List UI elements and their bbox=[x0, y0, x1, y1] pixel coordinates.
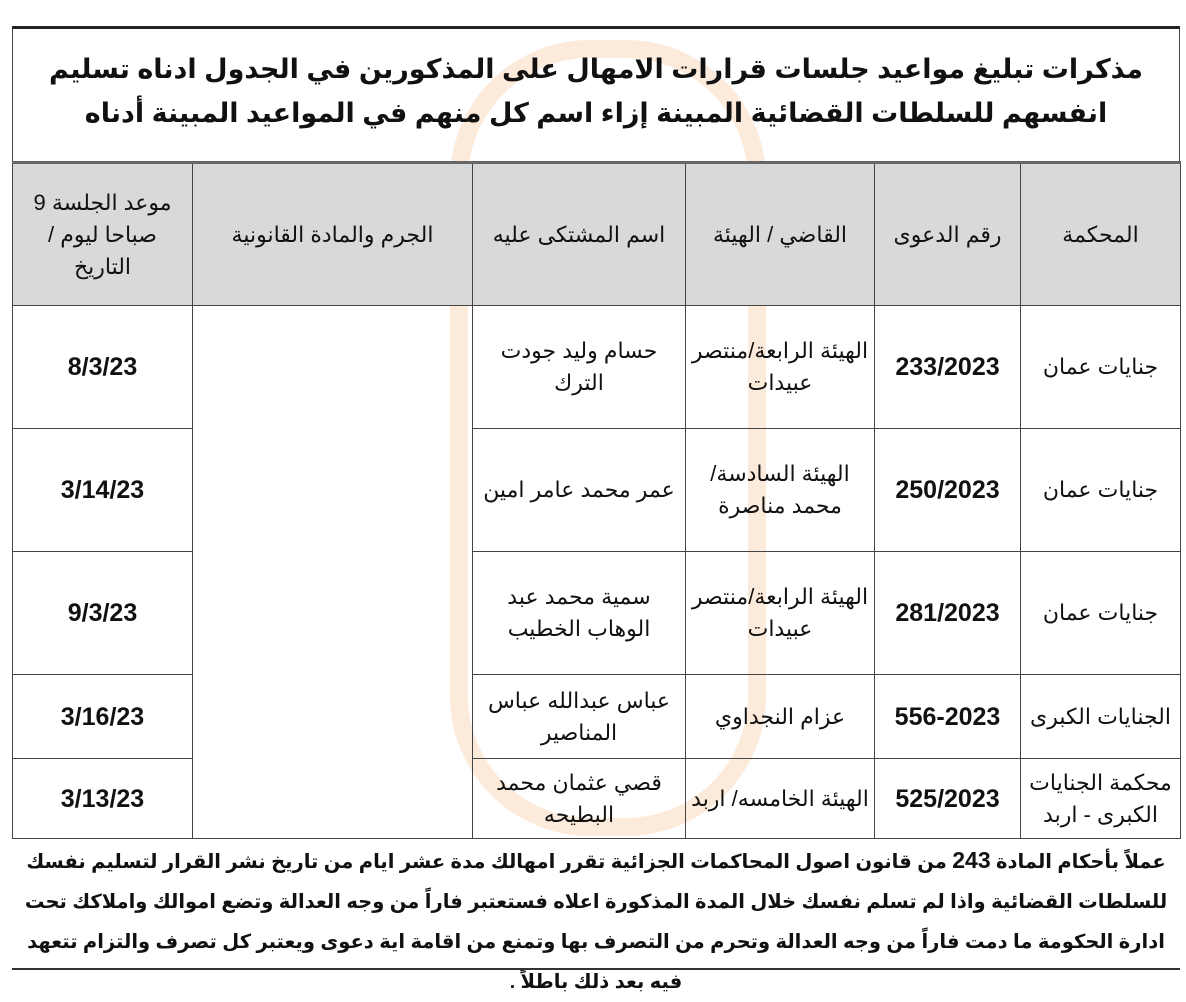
cell-date: 8/3/23 bbox=[13, 306, 193, 429]
cell-crime bbox=[193, 306, 473, 839]
cell-date: 9/3/23 bbox=[13, 552, 193, 675]
table-row bbox=[13, 429, 1181, 552]
header-court: المحكمة bbox=[1021, 163, 1181, 306]
page-title: مذكرات تبليغ مواعيد جلسات قرارات الامهال على المذكورين في الجدول ادناه تسليم انفسهم للسلطات القضائية المبينة إزاء اسم كل منهم في المواعيد المبينة أدناه bbox=[12, 29, 1180, 161]
cell-date: 3/13/23 bbox=[13, 759, 193, 839]
cell-judge: الهيئة السادسة/محمد مناصرة bbox=[686, 429, 875, 552]
header-case-no: رقم الدعوى bbox=[875, 163, 1021, 306]
cell-date: 3/16/23 bbox=[13, 675, 193, 759]
cell-court: محكمة الجنايات الكبرى - اربد bbox=[1021, 759, 1181, 839]
cell-case-no: 525/2023 bbox=[875, 759, 1021, 839]
cell-court: جنايات عمان bbox=[1021, 429, 1181, 552]
defendants-table bbox=[12, 161, 1181, 839]
notice-text-part2: من قانون اصول المحاكمات الجزائية تقرر امهالك مدة عشر ايام من تاريخ نشر القرار لتسليم نفسك للسلطات القضائية واذا لم تسلم نفسك خلال المدة المذكورة اعلاه فستعتبر فاراً من وجه العدالة وتضع اموالك واملاكك تحت ادارة الحكومة ما دمت فاراً من وجه العدالة وتحرم من التصرف بها وتمنع من اقامة اية دعوى ويعتبر كل تصرف والتزام تتعهد فيه بعد ذلك باطلاً . bbox=[24, 851, 1168, 993]
header-judge: القاضي / الهيئة bbox=[686, 163, 875, 306]
cell-defendant: سمية محمد عبد الوهاب الخطيب bbox=[473, 552, 686, 675]
cell-judge: الهيئة الرابعة/منتصر عبيدات bbox=[686, 552, 875, 675]
table-header-row bbox=[13, 163, 1181, 306]
bottom-divider bbox=[12, 968, 1180, 970]
cell-case-no: 281/2023 bbox=[875, 552, 1021, 675]
cell-defendant: عمر محمد عامر امين bbox=[473, 429, 686, 552]
cell-court: جنايات عمان bbox=[1021, 552, 1181, 675]
table-row bbox=[13, 759, 1181, 839]
notice-document bbox=[12, 26, 1180, 839]
table-row bbox=[13, 306, 1181, 429]
cell-case-no: 233/2023 bbox=[875, 306, 1021, 429]
cell-defendant: حسام وليد جودت الترك bbox=[473, 306, 686, 429]
article-number: 243 bbox=[952, 847, 991, 873]
table-row bbox=[13, 552, 1181, 675]
cell-court: جنايات عمان bbox=[1021, 306, 1181, 429]
table-row bbox=[13, 675, 1181, 759]
cell-judge: الهيئة الخامسه/ اربد bbox=[686, 759, 875, 839]
cell-case-no: 556-2023 bbox=[875, 675, 1021, 759]
cell-defendant: عباس عبدالله عباس المناصير bbox=[473, 675, 686, 759]
cell-defendant: قصي عثمان محمد البطيحه bbox=[473, 759, 686, 839]
cell-date: 3/14/23 bbox=[13, 429, 193, 552]
cell-court: الجنايات الكبرى bbox=[1021, 675, 1181, 759]
cell-judge: عزام النجداوي bbox=[686, 675, 875, 759]
cell-case-no: 250/2023 bbox=[875, 429, 1021, 552]
cell-judge: الهيئة الرابعة/منتصر عبيدات bbox=[686, 306, 875, 429]
legal-notice bbox=[12, 840, 1180, 1002]
notice-text-part1: عملاً بأحكام المادة bbox=[996, 851, 1166, 873]
header-crime: الجرم والمادة القانونية bbox=[193, 163, 473, 306]
header-date: موعد الجلسة 9 صباحا ليوم / التاريخ bbox=[13, 163, 193, 306]
header-defendant: اسم المشتكى عليه bbox=[473, 163, 686, 306]
